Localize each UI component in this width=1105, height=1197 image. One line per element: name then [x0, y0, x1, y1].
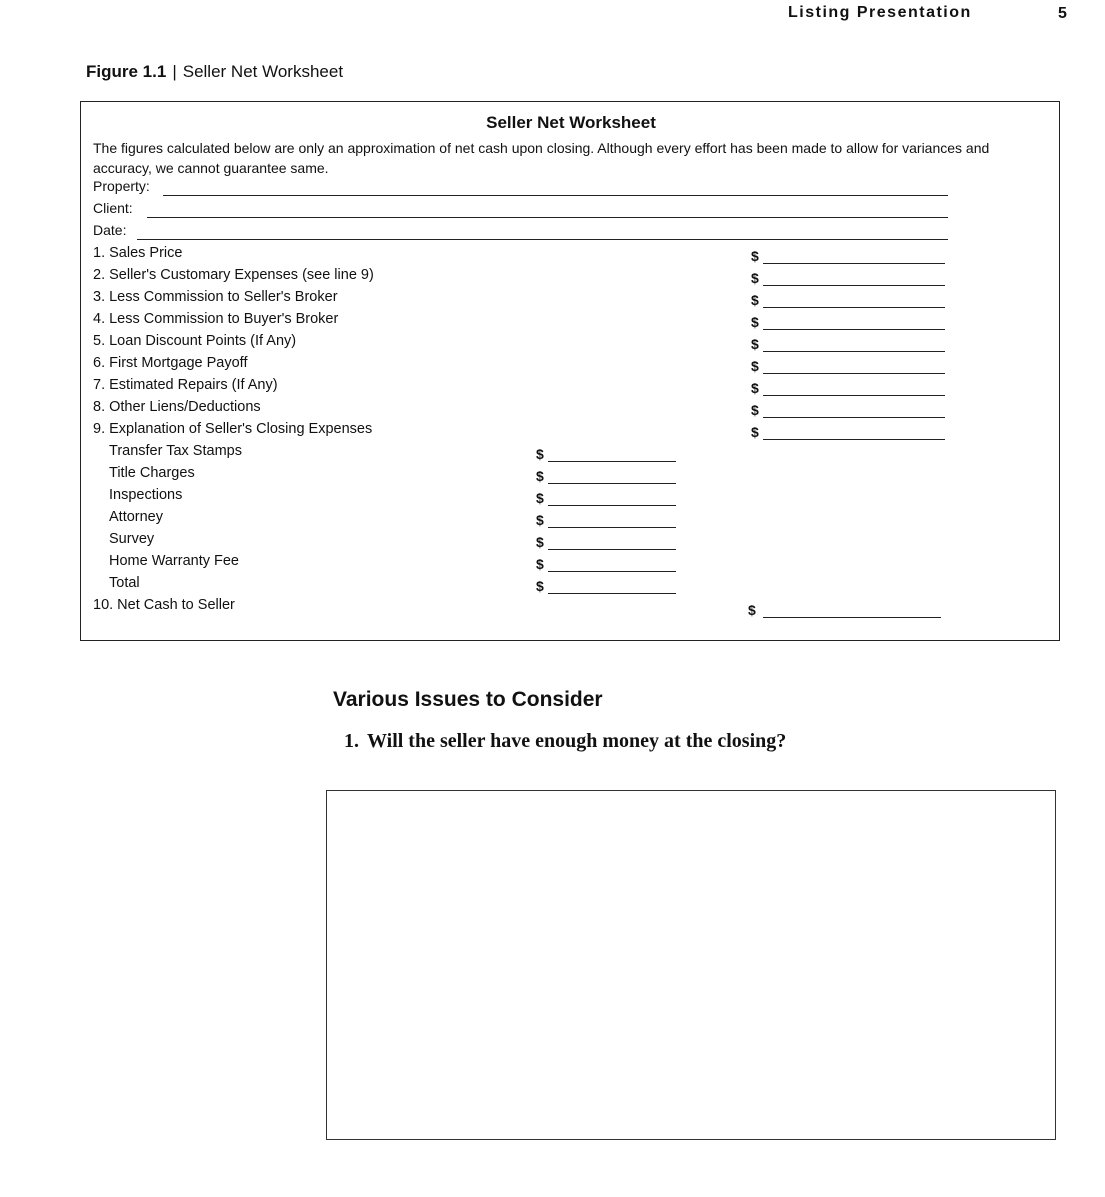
dollar-sign: $ — [536, 490, 544, 506]
figure-caption-text: Seller Net Worksheet — [182, 62, 344, 81]
question-number: 1. — [344, 730, 359, 752]
answer-box[interactable] — [326, 790, 1056, 1140]
sub-item-survey: Survey — [109, 531, 155, 547]
line-item-8: 8. Other Liens/Deductions — [93, 399, 261, 415]
line-item-3: 3. Less Commission to Seller's Broker — [93, 289, 338, 305]
question-text: Will the seller have enough money at the closing? — [367, 730, 787, 752]
line-item-7: 7. Estimated Repairs (If Any) — [93, 377, 278, 393]
amount-blank — [763, 395, 945, 396]
amount-field-5[interactable] — [751, 336, 947, 354]
amount-field-3[interactable] — [751, 292, 947, 310]
sub-item-home-warranty: Home Warranty Fee — [109, 553, 239, 569]
dollar-sign: $ — [751, 270, 759, 286]
amount-field-1[interactable] — [751, 248, 947, 266]
amount-blank — [763, 617, 941, 618]
amount-blank — [548, 549, 676, 550]
amount-blank — [548, 461, 676, 462]
property-field — [93, 178, 949, 198]
dollar-sign: $ — [751, 248, 759, 264]
amount-field-8[interactable] — [751, 402, 947, 420]
dollar-sign: $ — [536, 578, 544, 594]
dollar-sign: $ — [536, 468, 544, 484]
amount-blank — [763, 307, 945, 308]
date-input-line[interactable] — [137, 239, 948, 240]
sub-amount-field-5[interactable] — [536, 534, 679, 552]
property-label: Property: — [93, 178, 150, 194]
amount-blank — [763, 329, 945, 330]
dollar-sign: $ — [751, 314, 759, 330]
amount-blank — [548, 593, 676, 594]
line-item-4: 4. Less Commission to Buyer's Broker — [93, 311, 339, 327]
amount-blank — [763, 285, 945, 286]
date-field — [93, 222, 949, 242]
dollar-sign: $ — [536, 512, 544, 528]
client-field — [93, 200, 949, 220]
amount-blank — [548, 505, 676, 506]
amount-blank — [763, 351, 945, 352]
figure-label: Figure 1.1 — [86, 62, 167, 81]
sub-item-transfer-tax: Transfer Tax Stamps — [109, 443, 242, 459]
sub-amount-field-4[interactable] — [536, 512, 679, 530]
dollar-sign: $ — [751, 424, 759, 440]
line-item-5: 5. Loan Discount Points (If Any) — [93, 333, 297, 349]
question-1 — [344, 730, 786, 753]
dollar-sign: $ — [751, 380, 759, 396]
dollar-sign: $ — [751, 402, 759, 418]
amount-blank — [763, 373, 945, 374]
dollar-sign: $ — [751, 292, 759, 308]
property-input-line[interactable] — [163, 195, 948, 196]
client-label: Client: — [93, 200, 133, 216]
issues-heading: Various Issues to Consider — [333, 688, 603, 711]
dollar-sign: $ — [536, 556, 544, 572]
amount-blank — [763, 439, 945, 440]
page-number: 5 — [1058, 5, 1067, 22]
sub-item-inspections: Inspections — [109, 487, 183, 503]
sub-item-attorney: Attorney — [109, 509, 163, 525]
sub-amount-field-6[interactable] — [536, 556, 679, 574]
amount-field-7[interactable] — [751, 380, 947, 398]
sub-item-title-charges: Title Charges — [109, 465, 195, 481]
sub-amount-field-2[interactable] — [536, 468, 679, 486]
date-label: Date: — [93, 222, 127, 238]
running-head: Listing Presentation — [788, 4, 972, 21]
amount-blank — [548, 527, 676, 528]
amount-blank — [763, 263, 945, 264]
amount-field-6[interactable] — [751, 358, 947, 376]
amount-field-2[interactable] — [751, 270, 947, 288]
sub-amount-field-1[interactable] — [536, 446, 679, 464]
seller-net-worksheet — [80, 101, 1060, 641]
line-item-10-net-cash: 10. Net Cash to Seller — [93, 597, 235, 613]
dollar-sign: $ — [751, 358, 759, 374]
net-cash-amount-field[interactable] — [748, 602, 944, 620]
sub-amount-field-3[interactable] — [536, 490, 679, 508]
amount-field-9[interactable] — [751, 424, 947, 442]
amount-blank — [548, 571, 676, 572]
sub-item-total: Total — [109, 575, 140, 591]
amount-blank — [548, 483, 676, 484]
caption-separator: | — [172, 62, 177, 81]
line-item-2: 2. Seller's Customary Expenses (see line 9) — [93, 267, 374, 283]
amount-field-4[interactable] — [751, 314, 947, 332]
dollar-sign: $ — [751, 336, 759, 352]
dollar-sign: $ — [536, 534, 544, 550]
sub-amount-field-total[interactable] — [536, 578, 679, 596]
dollar-sign: $ — [536, 446, 544, 462]
dollar-sign: $ — [748, 602, 756, 618]
line-item-1: 1. Sales Price — [93, 245, 183, 261]
worksheet-title: Seller Net Worksheet — [486, 113, 656, 132]
line-item-9: 9. Explanation of Seller's Closing Expenses — [93, 421, 373, 437]
line-item-6: 6. First Mortgage Payoff — [93, 355, 248, 371]
amount-blank — [763, 417, 945, 418]
worksheet-disclaimer: The figures calculated below are only an approximation of net cash upon closing. Although every effort has been made to allow for variances and accuracy, we cannot guarantee same. — [93, 140, 990, 176]
figure-caption — [86, 62, 343, 82]
client-input-line[interactable] — [147, 217, 948, 218]
